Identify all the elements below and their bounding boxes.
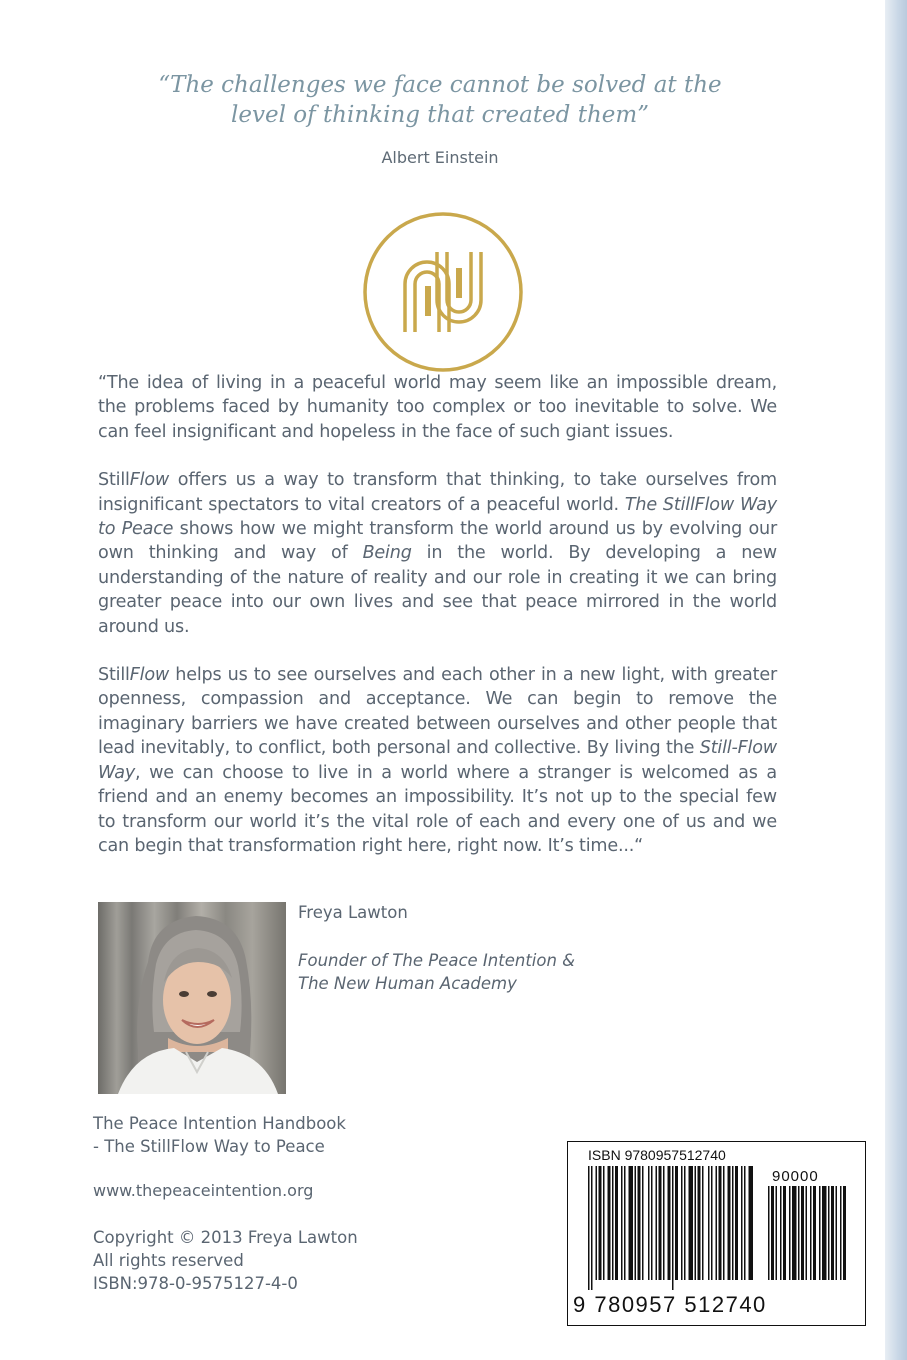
blurb-paragraph-2: [98, 468, 777, 639]
cover-edge: [885, 0, 907, 1360]
barcode-bar: [651, 1166, 653, 1280]
barcode-digits: 9 780957 512740: [573, 1292, 767, 1317]
barcode-bar: [672, 1166, 674, 1290]
book-title: [93, 1112, 346, 1158]
barcode-bar: [591, 1166, 593, 1290]
book-title-line-2: - The StillFlow Way to Peace: [93, 1137, 325, 1156]
text-stillflow-way: Still-Flow Way: [98, 738, 777, 783]
copyright-line: Copyright © 2013 Freya Lawton: [93, 1228, 358, 1247]
barcode-bar: [798, 1186, 800, 1280]
text-run: , we can choose to live in a world where a stranger is welcomed as a friend and an enemy becomes an impossibility. It’s not up to the special few to transform our world it’s the vital role of each and every one of us and we can begin that transformation right here, right now. It’s time...“: [98, 762, 777, 856]
epigraph-author: Albert Einstein: [381, 148, 499, 167]
barcode-bar: [728, 1166, 731, 1280]
barcode-bar: [735, 1166, 738, 1280]
book-title-italic: The StillFlow Way to Peace: [98, 494, 777, 540]
author-role-line-2: The New Human Academy: [298, 974, 517, 993]
barcode-bar: [819, 1186, 821, 1280]
barcode-bar: [596, 1166, 598, 1280]
text-run: offers us a way to transform that thinking, to take ourselves from insignificant spectators to vital creators of a peaceful world.: [98, 470, 777, 515]
barcode-bar: [732, 1166, 734, 1280]
author-portrait-illustration: [98, 902, 286, 1094]
barcode-addon-bars: [768, 1186, 846, 1290]
text-flow: Flow: [129, 665, 170, 686]
barcode-bar: [711, 1166, 713, 1280]
barcode-bar: [668, 1166, 671, 1280]
isbn-line: ISBN:978-0-9575127-4-0: [93, 1274, 298, 1293]
text-flow: Flow: [129, 470, 170, 491]
barcode-bar: [684, 1166, 686, 1280]
author-photo: [98, 902, 286, 1094]
barcode-bar: [588, 1166, 590, 1290]
barcode-bar: [831, 1186, 834, 1280]
barcode-bar: [723, 1166, 725, 1280]
barcode-bar: [638, 1166, 641, 1280]
barcode-bar: [698, 1166, 701, 1280]
barcode-bar: [635, 1166, 637, 1280]
barcode-bar: [695, 1166, 697, 1280]
barcode-bar: [749, 1166, 754, 1280]
author-name: Freya Lawton: [298, 903, 408, 922]
barcode-bar: [656, 1166, 658, 1280]
barcode-bar: [836, 1186, 838, 1280]
epigraph-quote: [120, 70, 760, 130]
barcode-isbn-label: ISBN 9780957512740: [588, 1147, 726, 1163]
barcode-bar: [719, 1166, 722, 1280]
barcode-bar: [792, 1186, 797, 1280]
barcode-bar: [768, 1186, 770, 1280]
barcode-bar: [810, 1186, 812, 1280]
copyright-block: [93, 1226, 358, 1295]
barcode-bar: [621, 1166, 623, 1280]
barcode-bar: [822, 1186, 827, 1280]
barcode-bar: [675, 1166, 678, 1280]
barcode-bar: [744, 1166, 746, 1280]
barcode-bar: [801, 1186, 804, 1280]
barcode-bar: [612, 1166, 614, 1280]
text-being: Being: [362, 543, 412, 564]
author-role-line-1: Founder of The Peace Intention &: [298, 951, 576, 970]
stillflow-logo-icon: [361, 210, 525, 374]
barcode-bar: [840, 1186, 842, 1280]
barcode-addon-digits: 90000: [772, 1168, 819, 1185]
epigraph-line-2: level of thinking that created them”: [231, 102, 649, 128]
barcode-bar: [663, 1166, 665, 1280]
barcode-bar: [806, 1186, 808, 1280]
barcode-bar: [741, 1166, 743, 1280]
text-run: helps us to see ourselves and each other in a new light, with greater openness, compassion and acceptance. We can begin to remove the imaginary barriers we have created between ourselves and other people that lead inevitably, to conflict, both personal and collective. By living the: [98, 665, 777, 759]
barcode-bar: [776, 1186, 778, 1280]
text-run: in the world. By developing a new understanding of the nature of reality and our role in creating it we can bring greater peace into our own lives and see that peace mirrored in the world around us.: [98, 543, 777, 637]
barcode-bar: [624, 1166, 626, 1280]
barcode-bar: [716, 1166, 718, 1280]
barcode-bar: [648, 1166, 650, 1280]
barcode-bar: [659, 1166, 662, 1280]
isbn-barcode: [567, 1141, 866, 1326]
text-still: Still: [98, 470, 130, 491]
barcode-bar: [828, 1186, 830, 1280]
barcode-bar: [843, 1186, 846, 1280]
text-still: Still: [98, 665, 130, 686]
epigraph-line-1: “The challenges we face cannot be solved at the: [158, 72, 722, 98]
author-role: [298, 949, 575, 995]
barcode-bar: [702, 1166, 704, 1280]
text-run: shows how we might transform the world around us by evolving our own thinking and way of: [98, 519, 777, 564]
barcode-bar: [689, 1166, 694, 1280]
barcode-bar: [599, 1166, 602, 1280]
barcode-bar: [771, 1186, 774, 1280]
barcode-bar: [629, 1166, 634, 1280]
blurb-paragraph-1: “The idea of living in a peaceful world may seem like an impossible dream, the problems faced by humanity too complex or too inevitable to solve. We can feel insignificant and hopeless in the face of such giant issues.: [98, 373, 777, 442]
barcode-bar: [813, 1186, 816, 1280]
barcode-bar: [681, 1166, 683, 1280]
barcode-bar: [603, 1166, 605, 1280]
barcode-bar: [708, 1166, 710, 1280]
book-title-line-1: The Peace Intention Handbook: [93, 1114, 346, 1133]
blurb-paragraph-3: [98, 663, 777, 858]
website-url: www.thepeaceintention.org: [93, 1181, 314, 1200]
barcode-bar: [608, 1166, 611, 1280]
barcode-bar: [783, 1186, 786, 1280]
barcode-main-bars: [588, 1166, 754, 1290]
barcode-bar: [615, 1166, 618, 1280]
rights-line: All rights reserved: [93, 1251, 244, 1270]
barcode-bar: [789, 1186, 791, 1280]
back-cover-blurb: [98, 371, 777, 882]
barcode-bar: [780, 1186, 782, 1280]
barcode-bar: [642, 1166, 644, 1280]
